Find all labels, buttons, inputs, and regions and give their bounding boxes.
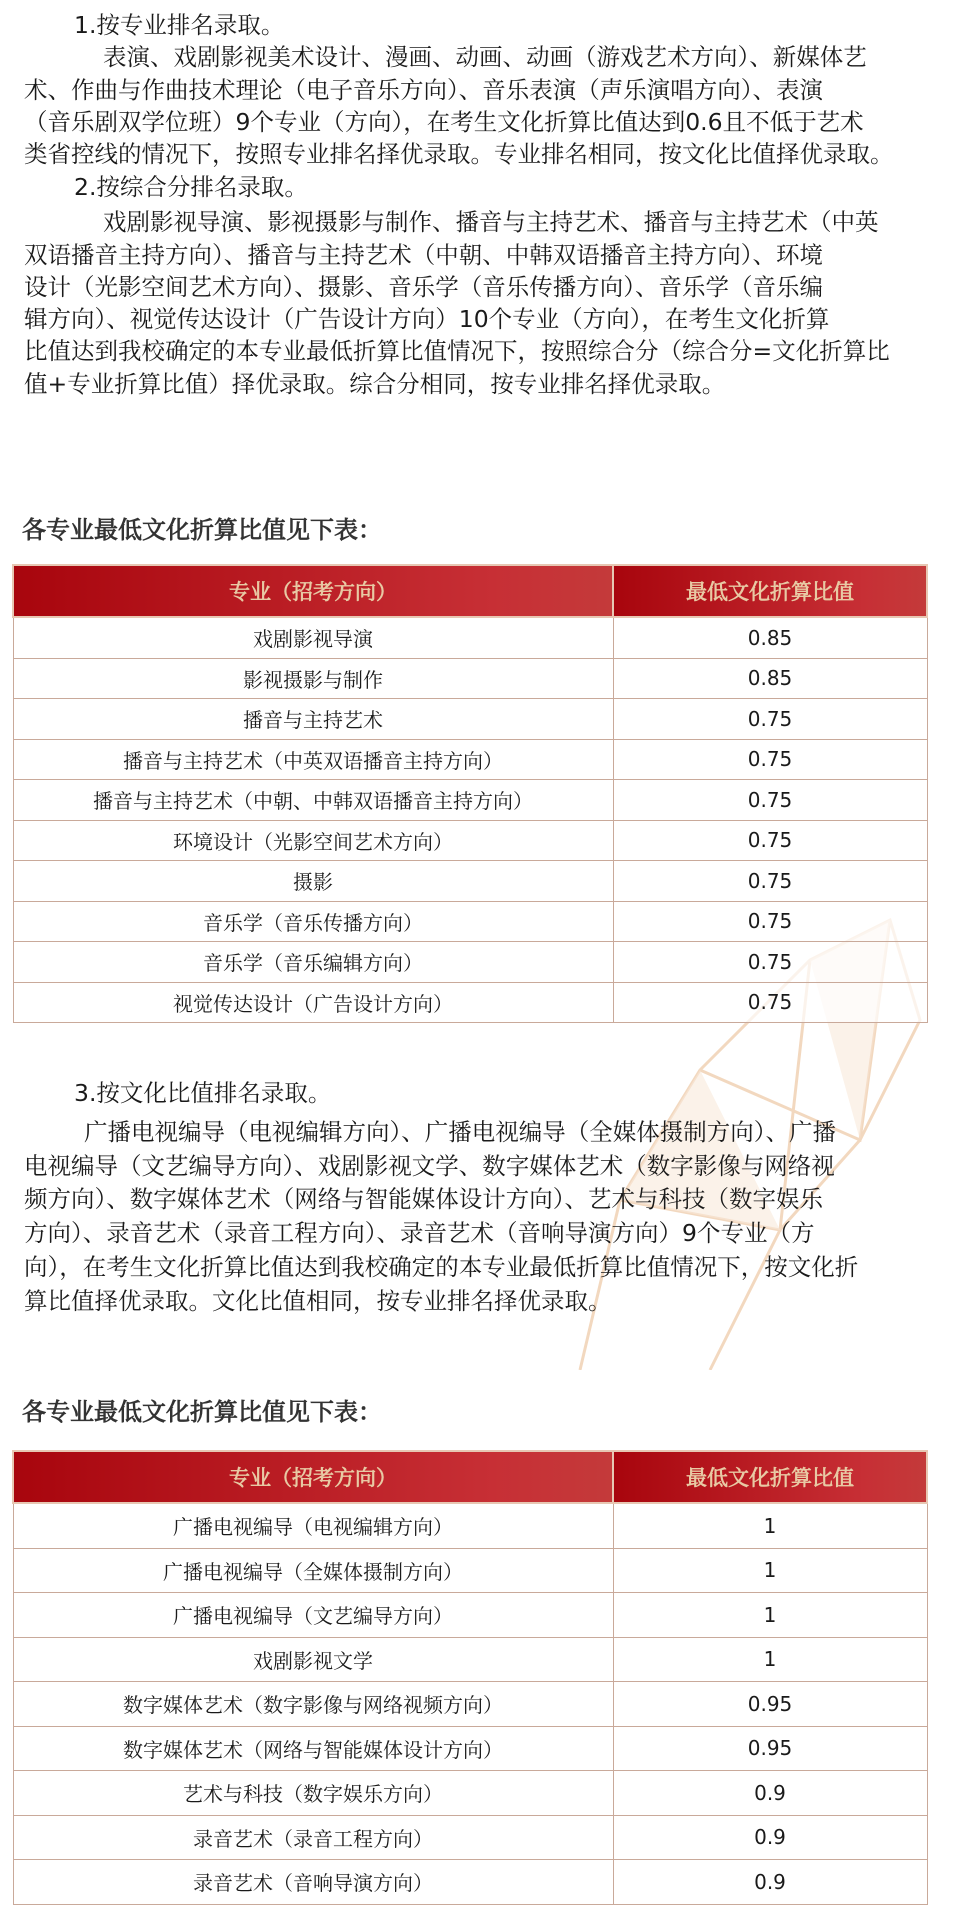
ratio-cell: 0.9 xyxy=(613,1771,927,1816)
paragraph-line: 算比值择优录取。文化比值相同，按专业排名择优录取。 xyxy=(24,1287,612,1315)
ratio-cell: 1 xyxy=(613,1503,927,1548)
paragraph-line: 电视编导（文艺编导方向）、戏剧影视文学、数字媒体艺术（数字影像与网络视 xyxy=(24,1152,835,1180)
paragraph-line: 值+专业折算比值）择优录取。综合分相同，按专业排名择优录取。 xyxy=(24,370,726,398)
table-row xyxy=(13,1860,927,1905)
major-cell: 广播电视编导（电视编辑方向） xyxy=(13,1503,613,1548)
paragraph-line: 表演、戏剧影视美术设计、漫画、动画、动画（游戏艺术方向）、新媒体艺 xyxy=(103,43,867,71)
ratio-cell: 0.95 xyxy=(613,1682,927,1727)
major-cell: 数字媒体艺术（网络与智能媒体设计方向） xyxy=(13,1726,613,1771)
ratio-cell: 0.95 xyxy=(613,1726,927,1771)
paragraph-line: 频方向）、数字媒体艺术（网络与智能媒体设计方向）、艺术与科技（数字娱乐 xyxy=(24,1185,823,1213)
table-row xyxy=(13,780,927,821)
ratio-cell: 0.75 xyxy=(613,861,927,902)
table-row xyxy=(13,861,927,902)
table-2 xyxy=(12,1450,928,1905)
ratio-cell: 0.75 xyxy=(613,820,927,861)
ratio-cell: 0.75 xyxy=(613,739,927,780)
table-row xyxy=(13,699,927,740)
paragraph-line: 术、作曲与作曲技术理论（电子音乐方向）、音乐表演（声乐演唱方向）、表演 xyxy=(24,76,823,104)
major-cell: 广播电视编导（文艺编导方向） xyxy=(13,1593,613,1638)
table-1-title: 各专业最低文化折算比值见下表： xyxy=(22,516,382,544)
table-row xyxy=(13,1815,927,1860)
table-row xyxy=(13,1682,927,1727)
table-row xyxy=(13,820,927,861)
paragraph-line: 向），在考生文化折算比值达到我校确定的本专业最低折算比值情况下，按文化折 xyxy=(24,1253,859,1281)
paragraph-line: （音乐剧双学位班）9个专业（方向），在考生文化折算比值达到0.6且不低于艺术 xyxy=(24,108,864,136)
paragraph-line: 设计（光影空间艺术方向）、摄影、音乐学（音乐传播方向）、音乐学（音乐编 xyxy=(24,273,823,301)
section-heading: 2.按综合分排名录取。 xyxy=(74,173,308,201)
column-header-major: 专业（招考方向） xyxy=(13,1451,613,1503)
table-row xyxy=(13,942,927,983)
major-cell: 播音与主持艺术 xyxy=(13,699,613,740)
column-header-major: 专业（招考方向） xyxy=(13,565,613,617)
major-cell: 数字媒体艺术（数字影像与网络视频方向） xyxy=(13,1682,613,1727)
major-cell: 音乐学（音乐传播方向） xyxy=(13,901,613,942)
ratio-cell: 0.75 xyxy=(613,699,927,740)
paragraph-line: 比值达到我校确定的本专业最低折算比值情况下，按照综合分（综合分=文化折算比 xyxy=(24,337,890,365)
column-header-min-ratio: 最低文化折算比值 xyxy=(613,565,927,617)
table-row xyxy=(13,1548,927,1593)
table-row xyxy=(13,1771,927,1816)
ratio-cell: 0.9 xyxy=(613,1860,927,1905)
table-row xyxy=(13,658,927,699)
major-cell: 播音与主持艺术（中朝、中韩双语播音主持方向） xyxy=(13,780,613,821)
ratio-cell: 0.75 xyxy=(613,780,927,821)
ratio-cell: 1 xyxy=(613,1548,927,1593)
ratio-cell: 1 xyxy=(613,1637,927,1682)
table-row xyxy=(13,1726,927,1771)
major-cell: 戏剧影视文学 xyxy=(13,1637,613,1682)
major-cell: 环境设计（光影空间艺术方向） xyxy=(13,820,613,861)
table-row xyxy=(13,617,927,658)
ratio-cell: 0.85 xyxy=(613,658,927,699)
table-row xyxy=(13,1637,927,1682)
section-heading: 3.按文化比值排名录取。 xyxy=(74,1079,332,1107)
major-cell: 录音艺术（录音工程方向） xyxy=(13,1815,613,1860)
major-cell: 戏剧影视导演 xyxy=(13,617,613,658)
paragraph-line: 戏剧影视导演、影视摄影与制作、播音与主持艺术、播音与主持艺术（中英 xyxy=(103,208,879,236)
major-cell: 视觉传达设计（广告设计方向） xyxy=(13,982,613,1023)
ratio-cell: 1 xyxy=(613,1593,927,1638)
section-heading: 1.按专业排名录取。 xyxy=(74,11,285,39)
column-header-min-ratio: 最低文化折算比值 xyxy=(613,1451,927,1503)
paragraph-line: 类省控线的情况下，按照专业排名择优录取。专业排名相同，按文化比值择优录取。 xyxy=(24,140,894,168)
ratio-cell: 0.85 xyxy=(613,617,927,658)
table-1 xyxy=(12,564,928,1023)
ratio-cell: 0.75 xyxy=(613,942,927,983)
table-row xyxy=(13,901,927,942)
table-row xyxy=(13,982,927,1023)
major-cell: 播音与主持艺术（中英双语播音主持方向） xyxy=(13,739,613,780)
table-row xyxy=(13,1503,927,1548)
table-row xyxy=(13,1593,927,1638)
paragraph-line: 广播电视编导（电视编辑方向）、广播电视编导（全媒体摄制方向）、广播 xyxy=(84,1118,836,1146)
major-cell: 广播电视编导（全媒体摄制方向） xyxy=(13,1548,613,1593)
table-row xyxy=(13,739,927,780)
ratio-cell: 0.75 xyxy=(613,982,927,1023)
paragraph-line: 双语播音主持方向）、播音与主持艺术（中朝、中韩双语播音主持方向）、环境 xyxy=(24,241,823,269)
major-cell: 音乐学（音乐编辑方向） xyxy=(13,942,613,983)
major-cell: 艺术与科技（数字娱乐方向） xyxy=(13,1771,613,1816)
major-cell: 摄影 xyxy=(13,861,613,902)
table-2-title: 各专业最低文化折算比值见下表： xyxy=(22,1398,382,1426)
ratio-cell: 0.9 xyxy=(613,1815,927,1860)
major-cell: 影视摄影与制作 xyxy=(13,658,613,699)
paragraph-line: 方向）、录音艺术（录音工程方向）、录音艺术（音响导演方向）9个专业（方 xyxy=(24,1219,815,1247)
ratio-cell: 0.75 xyxy=(613,901,927,942)
paragraph-line: 辑方向）、视觉传达设计（广告设计方向）10个专业（方向），在考生文化折算 xyxy=(24,305,830,333)
major-cell: 录音艺术（音响导演方向） xyxy=(13,1860,613,1905)
